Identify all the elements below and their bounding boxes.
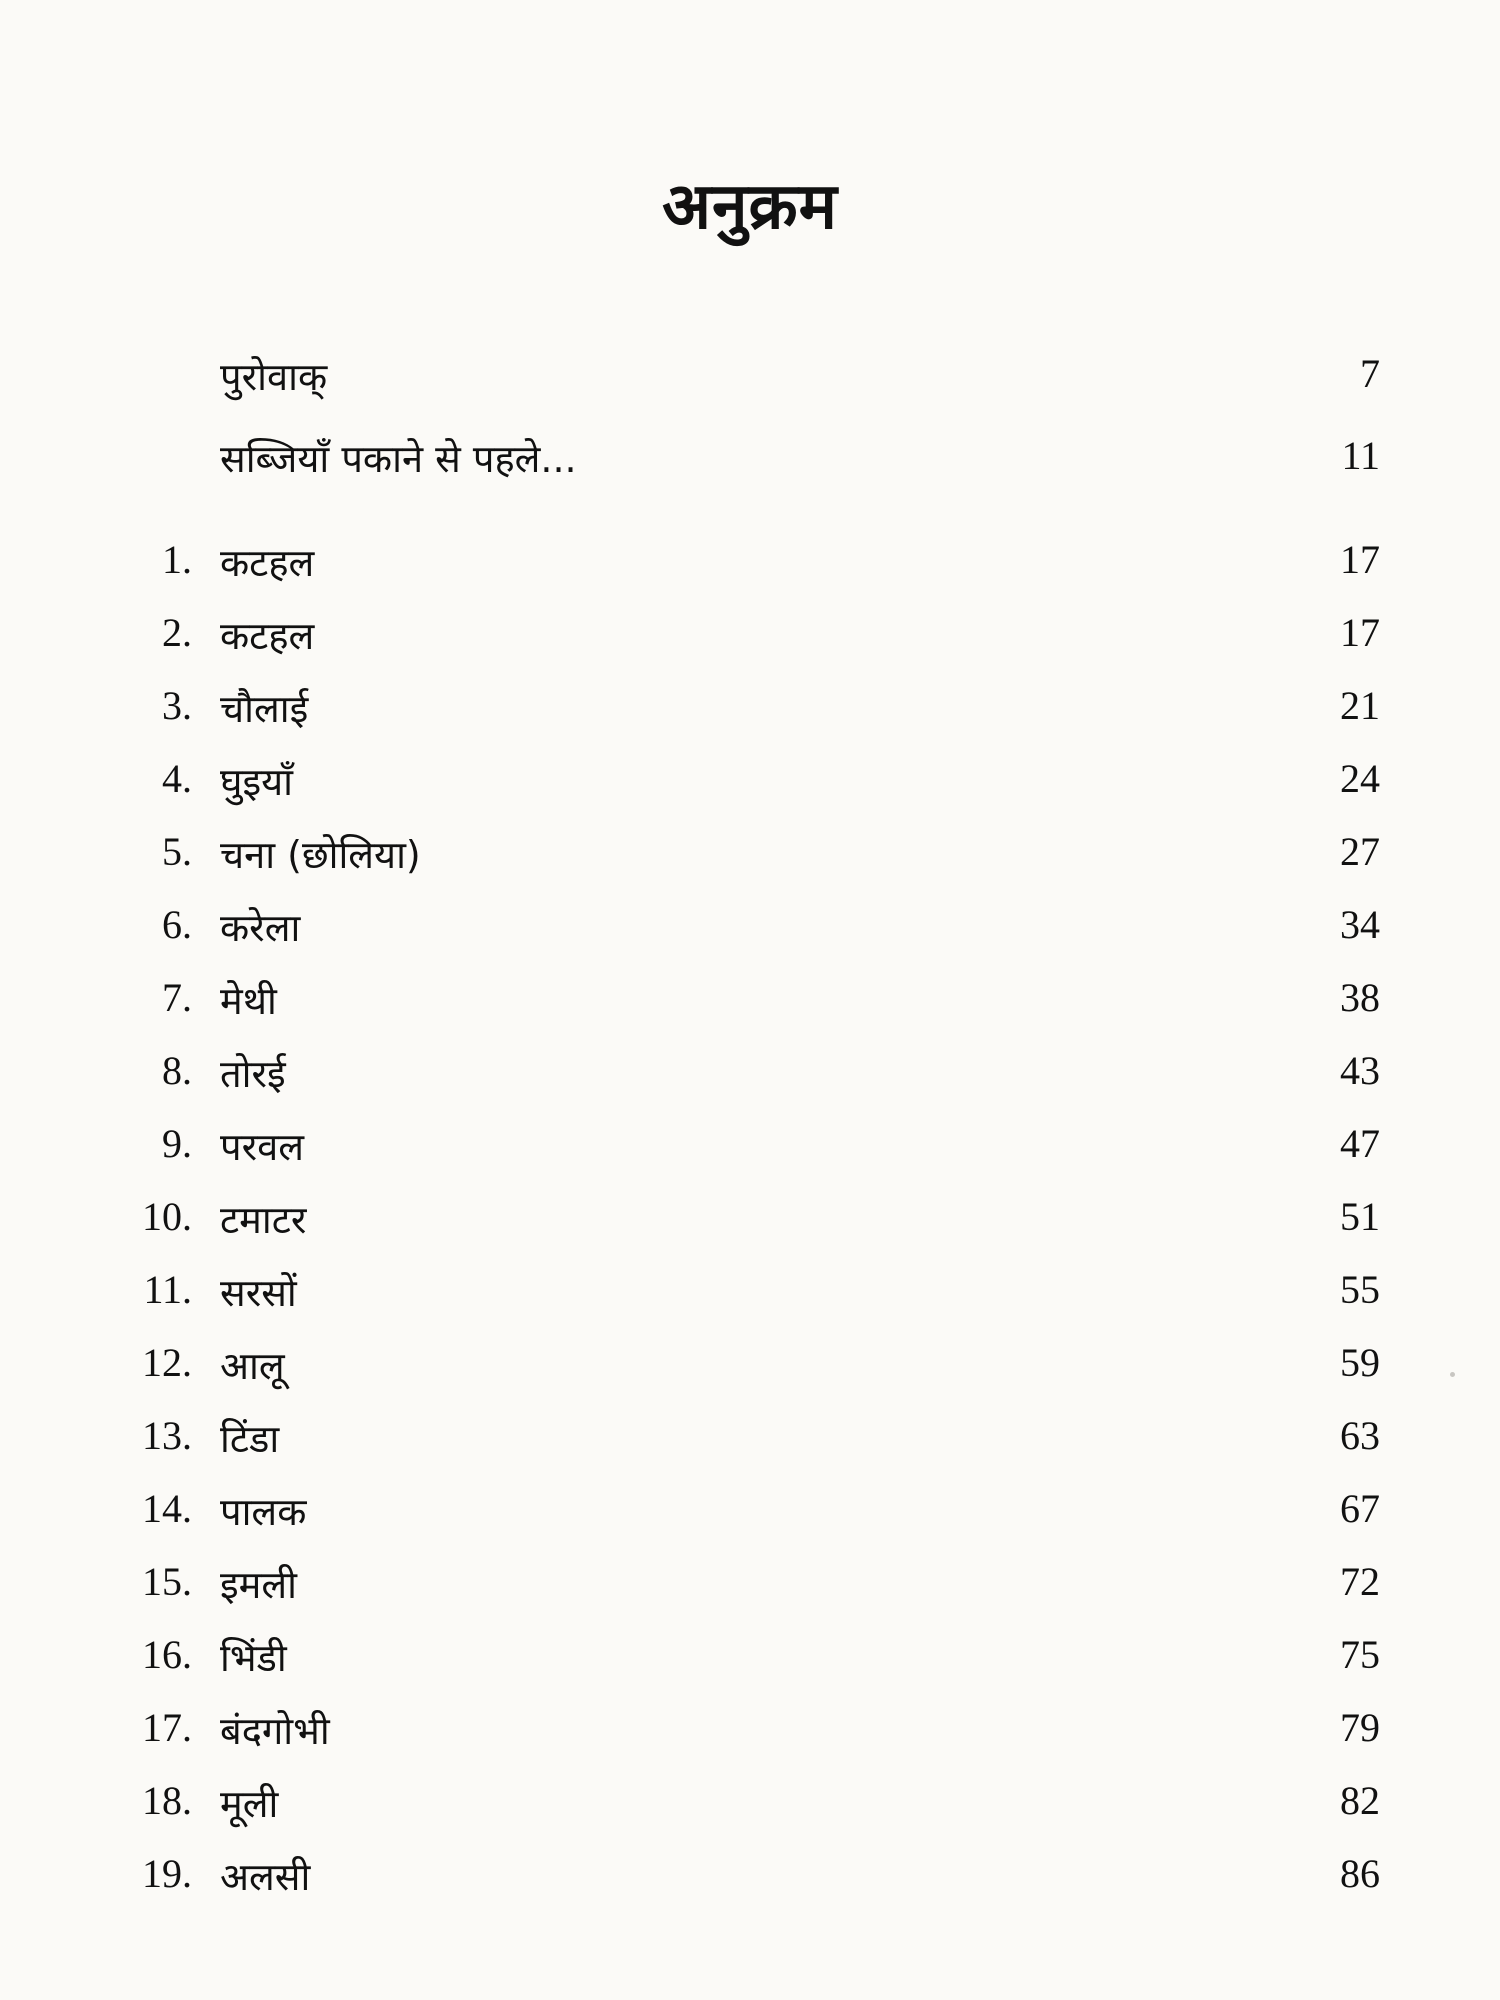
toc-entry-number: 7. [162, 975, 192, 1020]
toc-entry-label: पुरोवाक् [220, 355, 328, 399]
toc-page-number: 21 [1340, 683, 1380, 728]
toc-row [0, 1266, 1500, 1326]
toc-entry-label: कटहल [220, 541, 315, 585]
toc-row [0, 1412, 1500, 1472]
toc-entry-number: 3. [162, 683, 192, 728]
toc-page-number: 38 [1340, 975, 1380, 1020]
toc-page-number: 34 [1340, 902, 1380, 947]
toc-entry-label: करेला [220, 906, 301, 950]
toc-row [0, 1777, 1500, 1837]
toc-page-number: 11 [1341, 433, 1380, 478]
toc-entry-number: 2. [162, 610, 192, 655]
toc-row [0, 682, 1500, 742]
toc-entry-number: 16. [142, 1632, 192, 1677]
toc-entry-number: 13. [142, 1413, 192, 1458]
toc-entry-label: इमली [220, 1563, 297, 1607]
toc-row [0, 1558, 1500, 1618]
toc-entry-number: 9. [162, 1121, 192, 1166]
toc-page-number: 63 [1340, 1413, 1380, 1458]
toc-entry-number: 11. [143, 1267, 192, 1312]
toc-page-number: 51 [1340, 1194, 1380, 1239]
toc-page-number: 86 [1340, 1851, 1380, 1896]
toc-entry-label: मूली [220, 1782, 279, 1826]
toc-entry-label: चौलाई [220, 687, 309, 731]
toc-entry-label: सरसों [220, 1271, 297, 1315]
toc-page-number: 24 [1340, 756, 1380, 801]
toc-row [0, 1631, 1500, 1691]
toc-entry-number: 10. [142, 1194, 192, 1239]
toc-entry-number: 6. [162, 902, 192, 947]
toc-entry-label: कटहल [220, 614, 315, 658]
toc-entry-label: भिंडी [220, 1636, 287, 1680]
toc-entry-number: 15. [142, 1559, 192, 1604]
toc-entry-number: 5. [162, 829, 192, 874]
toc-row [0, 1704, 1500, 1764]
toc-entry-label: तोरई [220, 1052, 286, 1096]
toc-row [0, 828, 1500, 888]
page-title: अनुक्रम [662, 170, 838, 244]
toc-page-number: 17 [1340, 610, 1380, 655]
toc-entry-number: 1. [162, 537, 192, 582]
toc-page-number: 67 [1340, 1486, 1380, 1531]
toc-row-front-matter [0, 350, 1500, 410]
toc-row-front-matter [0, 432, 1500, 492]
toc-page-number: 79 [1340, 1705, 1380, 1750]
toc-entry-label: परवल [220, 1125, 305, 1169]
toc-page-number: 27 [1340, 829, 1380, 874]
toc-page-number: 55 [1340, 1267, 1380, 1312]
toc-entry-label: टिंडा [220, 1417, 280, 1461]
toc-entry-label: सब्जियाँ पकाने से पहले... [220, 437, 577, 481]
toc-page-number: 7 [1360, 351, 1380, 396]
toc-entry-label: मेथी [220, 979, 277, 1023]
toc-page-number: 59 [1340, 1340, 1380, 1385]
toc-row [0, 901, 1500, 961]
toc-entry-number: 12. [142, 1340, 192, 1385]
toc-entry-number: 19. [142, 1851, 192, 1896]
toc-entry-label: घुइयाँ [220, 760, 293, 804]
paper-speck [1450, 1372, 1455, 1377]
toc-page-number: 17 [1340, 537, 1380, 582]
toc-row [0, 1850, 1500, 1910]
toc-row [0, 1193, 1500, 1253]
toc-entry-number: 17. [142, 1705, 192, 1750]
toc-entry-label: पालक [220, 1490, 307, 1534]
toc-page-number: 43 [1340, 1048, 1380, 1093]
toc-entry-label: टमाटर [220, 1198, 307, 1242]
toc-row [0, 1339, 1500, 1399]
toc-entry-label: आलू [220, 1344, 285, 1388]
toc-entry-label: अलसी [220, 1855, 311, 1899]
toc-entry-label: चना (छोलिया) [220, 833, 421, 877]
toc-entry-number: 18. [142, 1778, 192, 1823]
toc-row [0, 1047, 1500, 1107]
toc-row [0, 1485, 1500, 1545]
toc-page-number: 47 [1340, 1121, 1380, 1166]
toc-row [0, 536, 1500, 596]
toc-page-number: 75 [1340, 1632, 1380, 1677]
toc-entry-number: 14. [142, 1486, 192, 1531]
toc-entry-label: बंदगोभी [220, 1709, 330, 1753]
toc-row [0, 755, 1500, 815]
toc-row [0, 609, 1500, 669]
toc-row [0, 1120, 1500, 1180]
toc-page-number: 82 [1340, 1778, 1380, 1823]
toc-row [0, 974, 1500, 1034]
toc-entry-number: 4. [162, 756, 192, 801]
toc-entry-number: 8. [162, 1048, 192, 1093]
toc-page-number: 72 [1340, 1559, 1380, 1604]
